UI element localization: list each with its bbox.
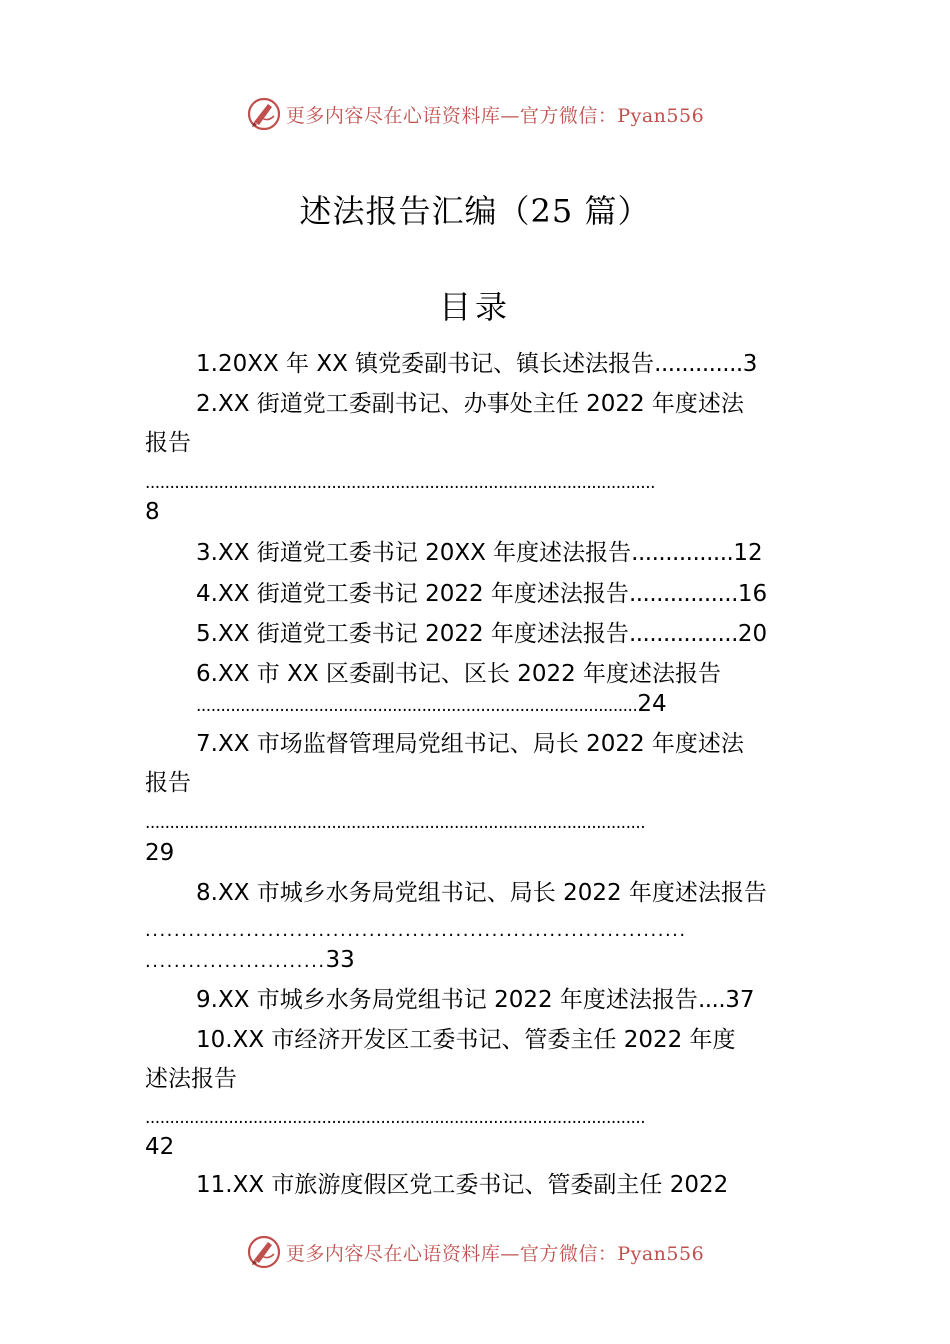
toc-entry-2-continued: 报告 (145, 430, 191, 456)
toc-heading: 目录 (438, 288, 511, 326)
pen-logo-icon (246, 1234, 282, 1270)
toc-entry-2-page: 8 (145, 499, 160, 525)
watermark-footer (0, 1232, 950, 1272)
toc-entry-10-continued: 述法报告 (145, 1066, 237, 1092)
toc-entry-10[interactable]: 10.XX 市经济开发区工委书记、管委主任 2022 年度 (196, 1027, 736, 1053)
document-title: 述法报告汇编（25 篇） (299, 192, 651, 230)
toc-entry-8-leader: ........................................................................... (145, 920, 687, 941)
toc-entry-7-page: 29 (145, 840, 175, 866)
toc-entry-7-leader: ...................................................................................................... (145, 813, 646, 833)
watermark-text: 更多内容尽在心语资料库—官方微信：Pyan556 (285, 1242, 705, 1265)
toc-entry-8[interactable]: 8.XX 市城乡水务局党组书记、局长 2022 年度述法报告 (196, 880, 767, 906)
toc-entry-2-leader: ........................................................................................................ (145, 473, 655, 493)
toc-entry-5[interactable]: 5.XX 街道党工委书记 2022 年度述法报告................20 (196, 621, 768, 647)
toc-entry-6[interactable]: 6.XX 市 XX 区委副书记、区长 2022 年度述法报告 (196, 661, 722, 687)
toc-entry-11[interactable]: 11.XX 市旅游度假区党工委书记、管委副主任 2022 (196, 1172, 729, 1198)
toc-entry-8-leader-line-2: .........................33 (145, 947, 355, 973)
toc-entry-10-leader: ...................................................................................................... (145, 1108, 646, 1128)
toc-entry-3[interactable]: 3.XX 街道党工委书记 20XX 年度述法报告...............12 (196, 540, 763, 566)
toc-entry-2[interactable]: 2.XX 街道党工委副书记、办事处主任 2022 年度述法 (196, 391, 744, 417)
toc-entry-9[interactable]: 9.XX 市城乡水务局党组书记 2022 年度述法报告....37 (196, 987, 755, 1013)
pen-logo-icon (246, 96, 282, 132)
watermark-text: 更多内容尽在心语资料库—官方微信：Pyan556 (285, 104, 705, 127)
toc-entry-6-leader-line: ..........................................................................................24 (196, 691, 667, 717)
watermark-header (0, 94, 950, 134)
toc-entry-4[interactable]: 4.XX 街道党工委书记 2022 年度述法报告................16 (196, 581, 768, 607)
toc-entry-10-page: 42 (145, 1134, 175, 1160)
toc-entry-7[interactable]: 7.XX 市场监督管理局党组书记、局长 2022 年度述法 (196, 731, 744, 757)
toc-entry-7-continued: 报告 (145, 770, 191, 796)
toc-entry-1[interactable]: 1.20XX 年 XX 镇党委副书记、镇长述法报告.............3 (196, 351, 758, 377)
